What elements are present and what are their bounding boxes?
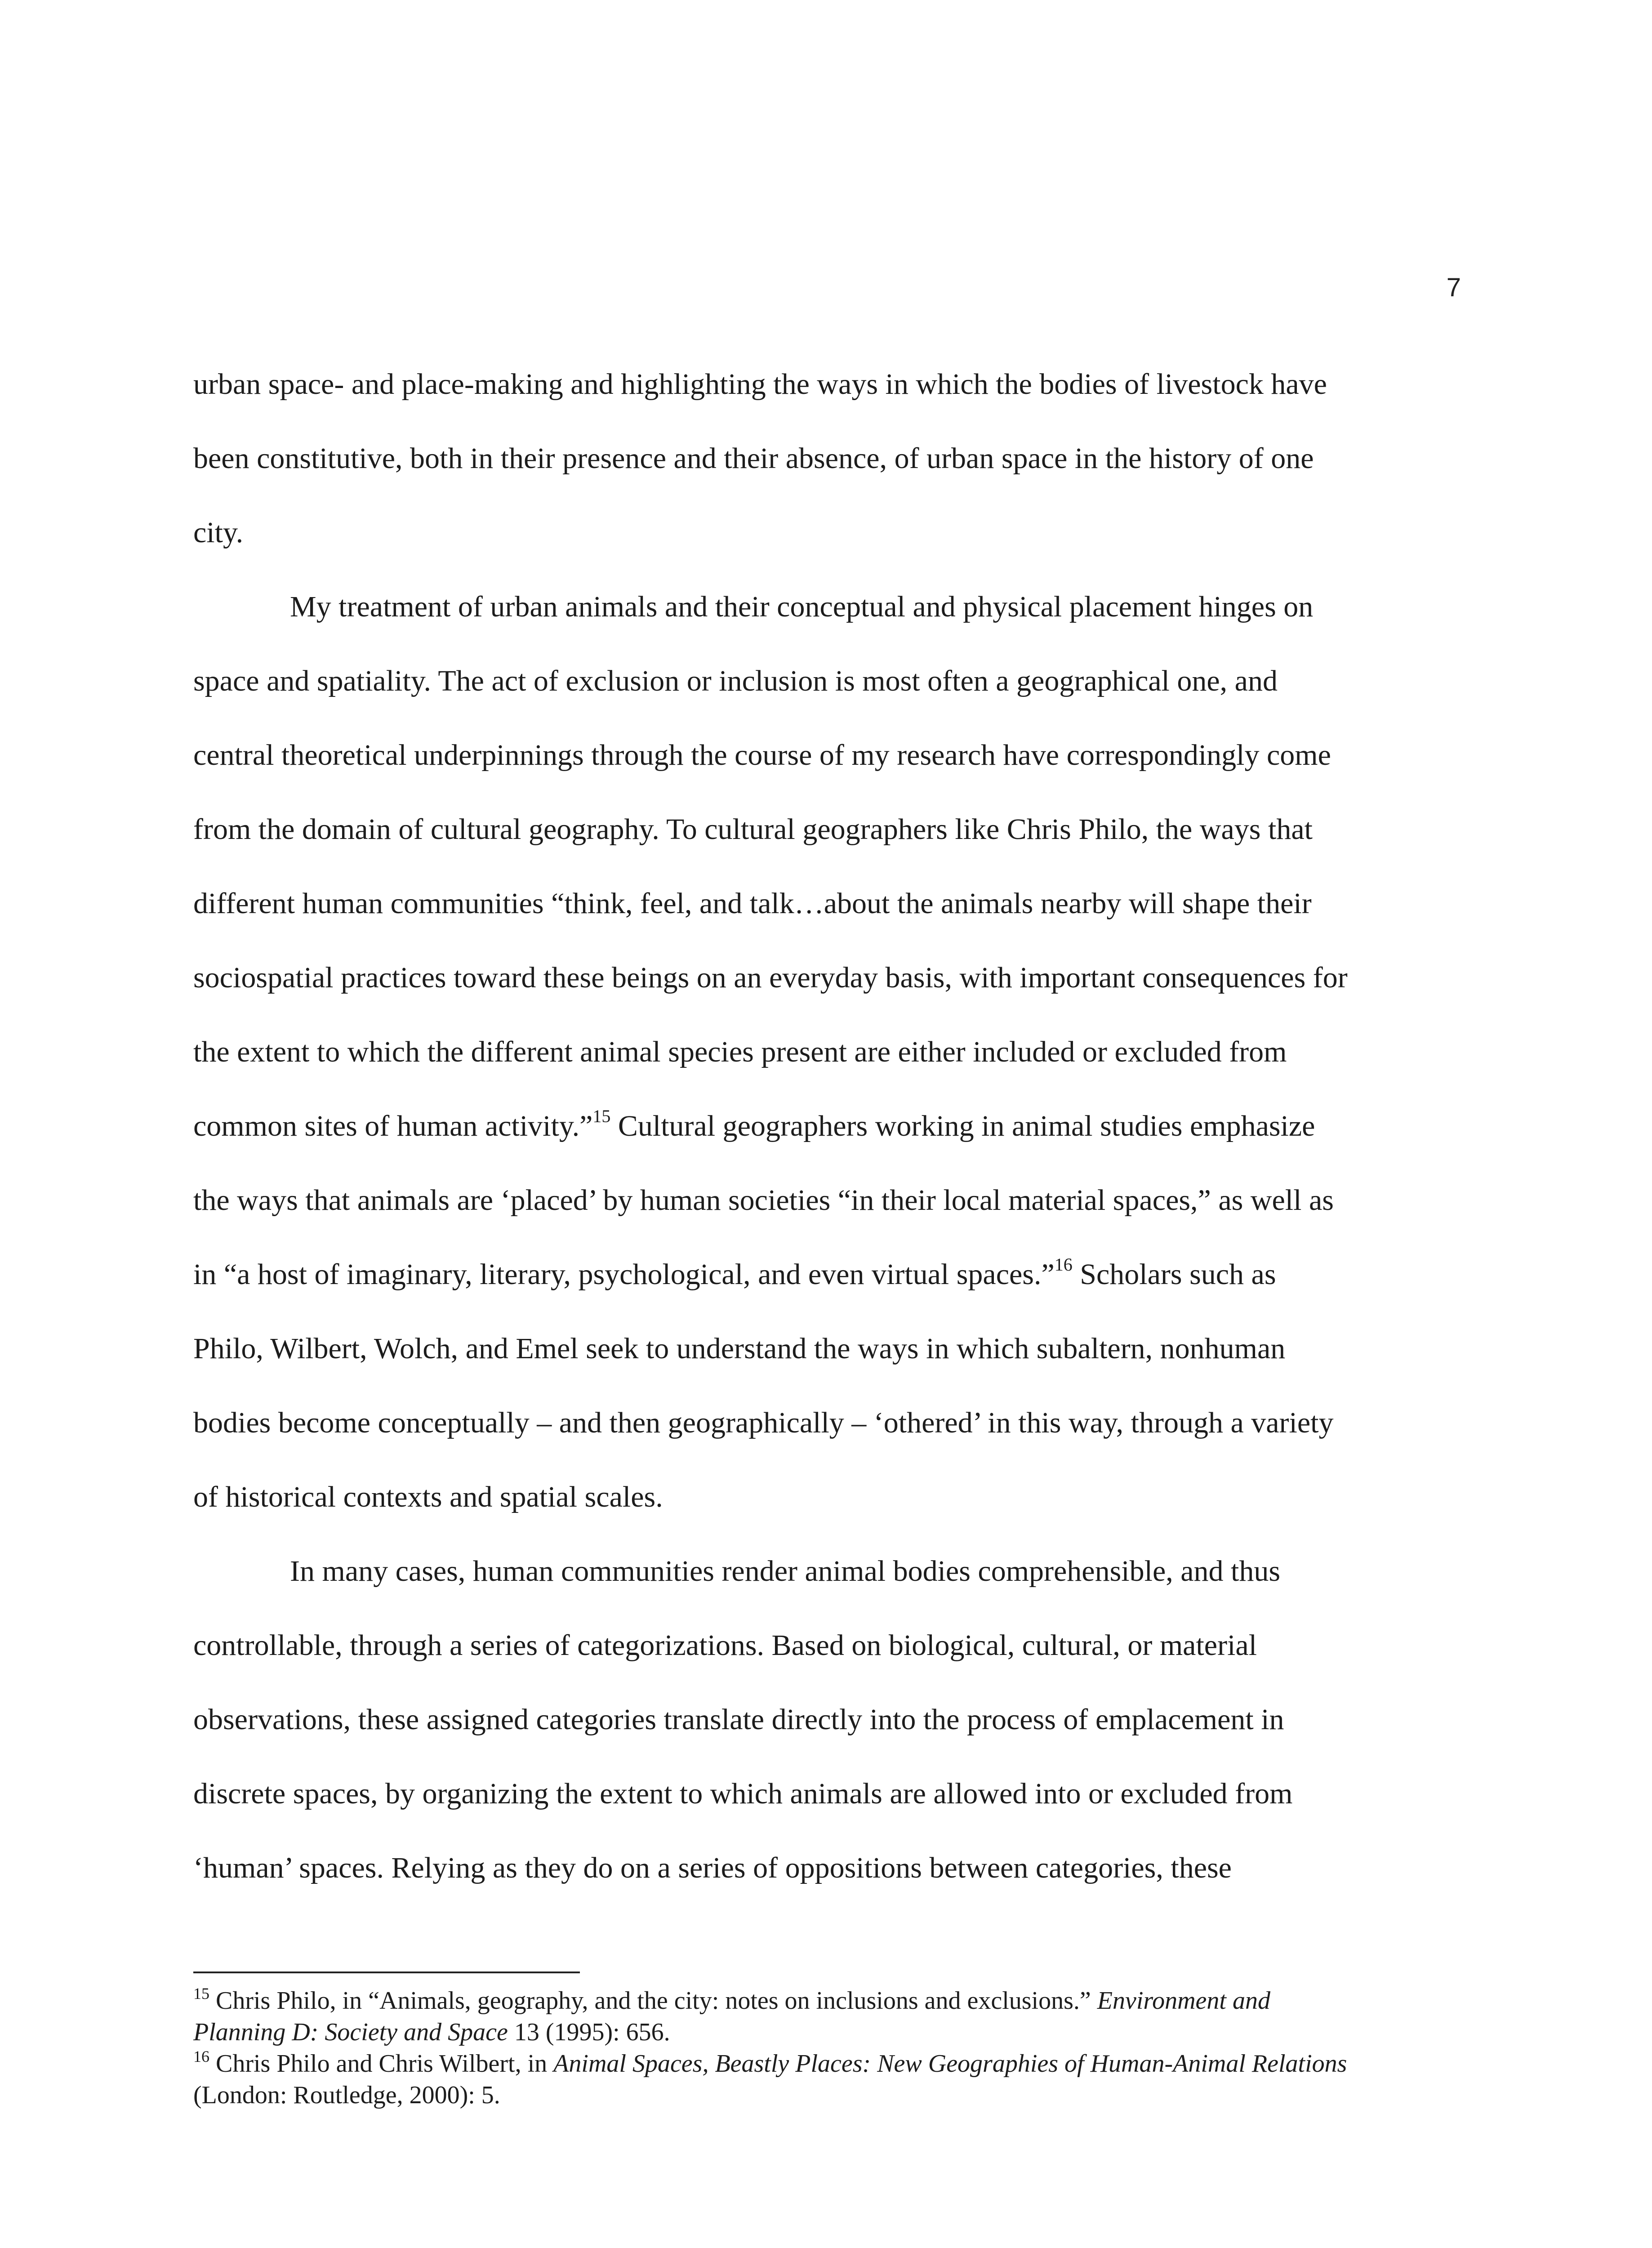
body-line: [193, 1104, 1315, 1149]
body-line: Philo, Wilbert, Wolch, and Emel seek to understand the ways in which subaltern, nonhuman: [193, 1332, 1286, 1365]
body-line: controllable, through a series of categorizations. Based on biological, cultural, or material: [193, 1629, 1257, 1662]
body-line: the extent to which the different animal species present are either included or excluded from: [193, 1035, 1287, 1068]
body-line: been constitutive, both in their presence and their absence, of urban space in the history of one: [193, 442, 1314, 475]
paragraph-first-line: In many cases, human communities render animal bodies comprehensible, and thus: [290, 1555, 1281, 1588]
body-text-segment: common sites of human activity.”: [193, 1110, 593, 1142]
footnote-italic-title: Environment and: [1097, 1987, 1270, 2015]
body-line: from the domain of cultural geography. To cultural geographers like Chris Philo, the ways that: [193, 813, 1313, 846]
body-line: sociospatial practices toward these beings on an everyday basis, with important consequences for: [193, 961, 1348, 994]
footnote-ref-16[interactable]: 16: [1054, 1254, 1073, 1275]
body-text-segment: Cultural geographers working in animal studies emphasize: [610, 1110, 1315, 1142]
body-line: urban space- and place-making and highlighting the ways in which the bodies of livestock have: [193, 368, 1327, 401]
footnote-text: Chris Philo and Chris Wilbert, in: [209, 2050, 554, 2078]
footnote-italic-title: Animal Spaces, Beastly Places: New Geographies of Human-Animal Relations: [553, 2050, 1347, 2078]
body-line: ‘human’ spaces. Relying as they do on a series of oppositions between categories, these: [193, 1851, 1232, 1884]
page-number: 7: [1446, 273, 1461, 302]
paragraph-first-line: My treatment of urban animals and their conceptual and physical placement hinges on: [290, 590, 1314, 623]
footnote-italic-title: Planning D: Society and Space: [193, 2018, 508, 2046]
body-line: central theoretical underpinnings through the course of my research have correspondingly come: [193, 739, 1331, 772]
body-line: [193, 1252, 1276, 1297]
footnote-text: Chris Philo, in “Animals, geography, and the city: notes on inclusions and exclusions.”: [209, 1987, 1097, 2015]
body-text-segment: Scholars such as: [1072, 1258, 1276, 1291]
footnote-text: (London: Routledge, 2000): 5.: [193, 2081, 500, 2109]
body-line: different human communities “think, feel, and talk…about the animals nearby will shape their: [193, 887, 1312, 920]
body-line: the ways that animals are ‘placed’ by human societies “in their local material spaces,” as well as: [193, 1184, 1334, 1217]
body-line: of historical contexts and spatial scales.: [193, 1481, 663, 1513]
body-line: observations, these assigned categories translate directly into the process of emplacement in: [193, 1703, 1284, 1736]
footnote-separator: [193, 1971, 580, 1973]
footnote-marker: 16: [193, 2047, 209, 2065]
footnote-text: 13 (1995): 656.: [508, 2018, 670, 2046]
footnote-ref-15[interactable]: 15: [592, 1106, 611, 1126]
body-line: space and spatiality. The act of exclusion or inclusion is most often a geographical one, and: [193, 665, 1278, 697]
body-line: city.: [193, 516, 244, 549]
body-line: discrete spaces, by organizing the extent to which animals are allowed into or excluded from: [193, 1777, 1293, 1810]
body-line: bodies become conceptually – and then geographically – ‘othered’ in this way, through a variety: [193, 1406, 1334, 1439]
footnote-marker: 15: [193, 1985, 209, 2003]
body-text-segment: in “a host of imaginary, literary, psychological, and even virtual spaces.”: [193, 1258, 1055, 1291]
